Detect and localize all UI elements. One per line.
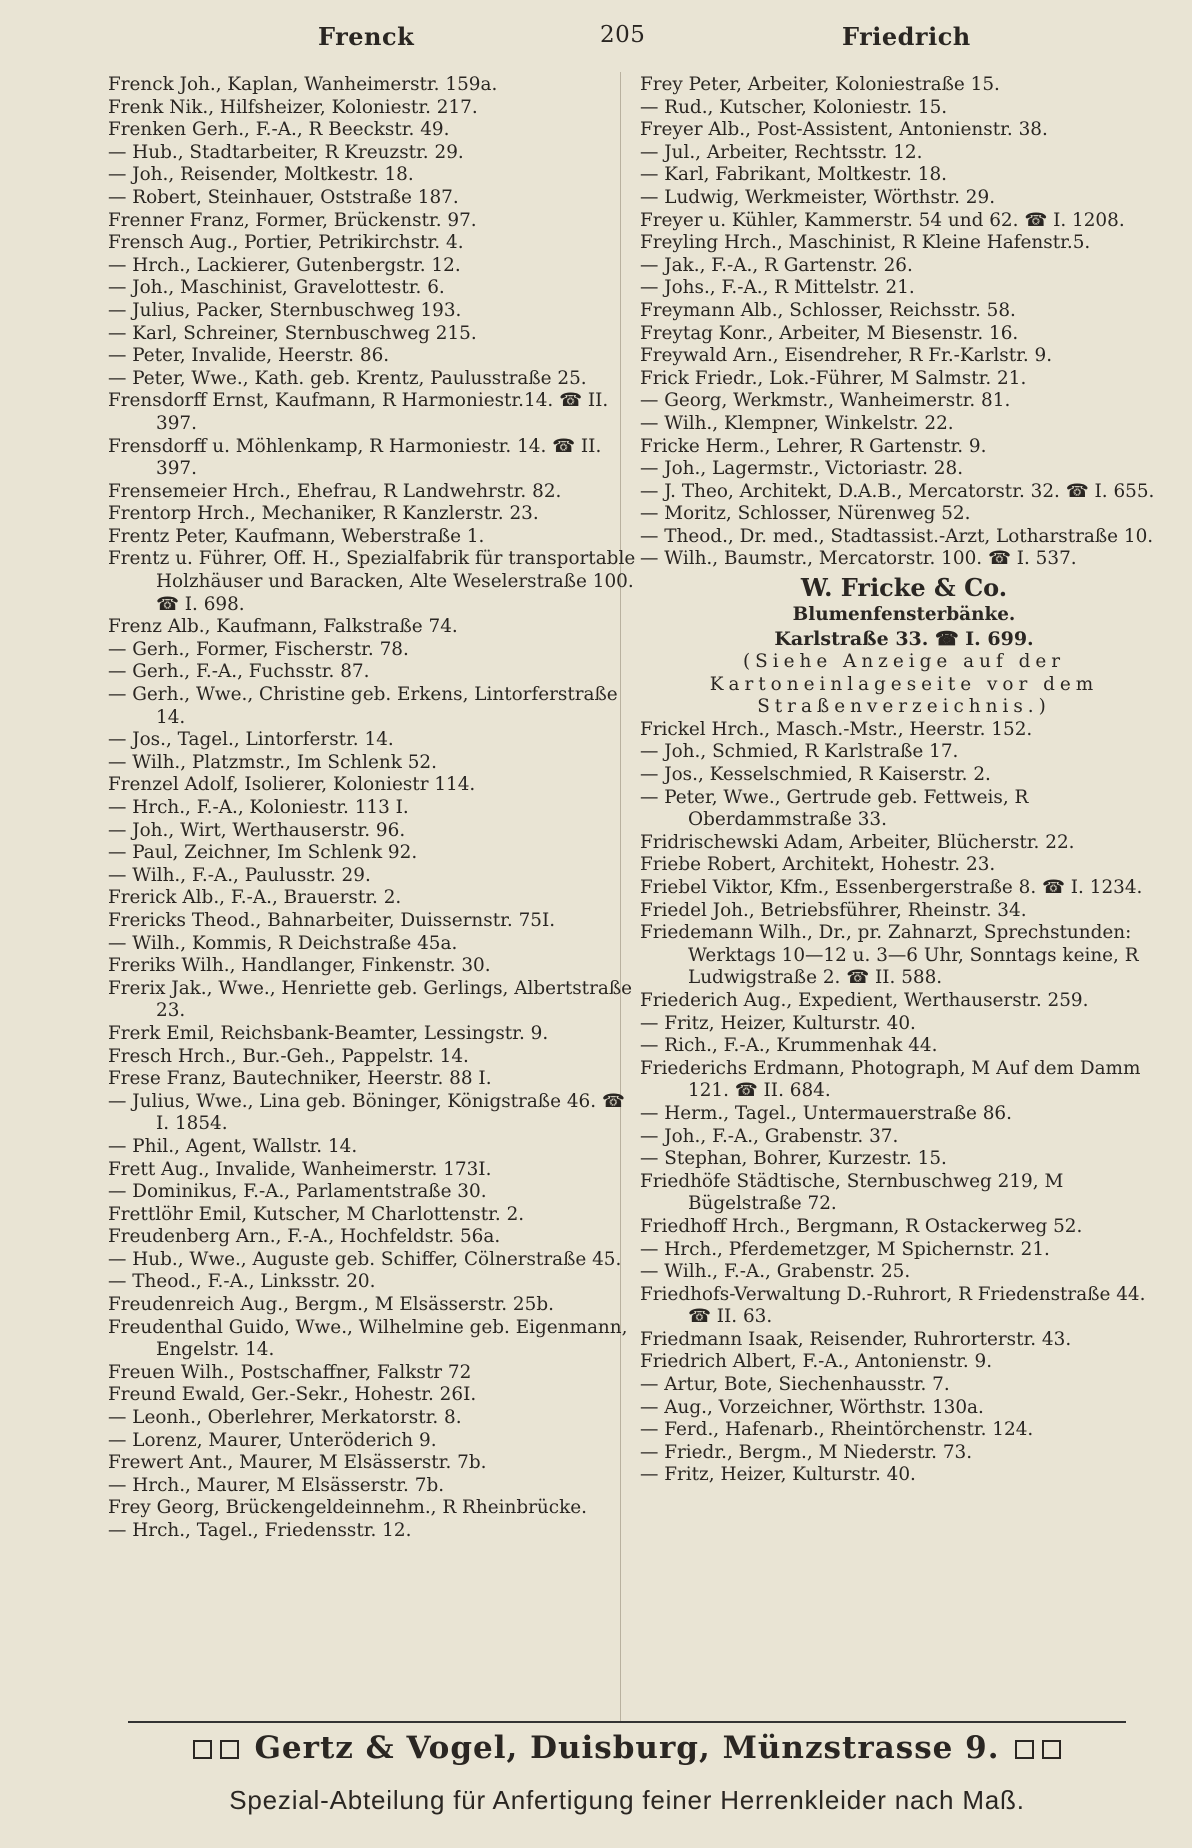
directory-entry: — Joh., F.-A., Grabenstr. 37. (640, 1125, 899, 1147)
firm-address: Karlstraße 33. ☎ I. 699. (774, 628, 1034, 651)
right-entries-bottom (640, 719, 1168, 1487)
directory-entry: — Ferd., Hafenarb., Rheintörchenstr. 124. (640, 1419, 1034, 1441)
directory-entry: — Stephan, Bohrer, Kurzestr. 15. (640, 1148, 947, 1170)
directory-entry: — Peter, Invalide, Heerstr. 86. (108, 345, 390, 367)
directory-entry: Frenken Gerh., F.-A., R Beeckstr. 49. (108, 119, 450, 141)
directory-entry: — Gerh., Former, Fischerstr. 78. (108, 638, 409, 660)
directory-entry: — Jos., Kesselschmied, R Kaiserstr. 2. (640, 764, 991, 786)
directory-entry: — Peter, Wwe., Kath. geb. Krentz, Paulusstraße 25. (108, 367, 587, 389)
directory-entry: — Robert, Steinhauer, Oststraße 187. (108, 186, 459, 208)
directory-entry: Freriks Wilh., Handlanger, Finkenstr. 30. (108, 955, 491, 977)
directory-entry: — Theod., F.-A., Linksstr. 20. (108, 1271, 376, 1293)
directory-entry: — Wilh., Baumstr., Mercatorstr. 100. ☎ I. 537. (640, 548, 1077, 570)
directory-entry: Frenz Alb., Kaufmann, Falkstraße 74. (108, 616, 458, 638)
advertisement-line1: Gertz & Vogel, Duisburg, Münzstrasse 9. (254, 1730, 1000, 1766)
directory-entry: Freymann Alb., Schlosser, Reichsstr. 58. (640, 299, 1016, 321)
directory-entry: Frensdorff u. Möhlenkamp, R Harmoniestr. 14. ☎ II. 397. (108, 435, 602, 480)
directory-entry: Freudenberg Arn., F.-A., Hochfeldstr. 56a. (108, 1226, 501, 1248)
directory-entry: — Hrch., Lackierer, Gutenbergstr. 12. (108, 254, 461, 276)
directory-entry: — Moritz, Schlosser, Nürenweg 52. (640, 503, 971, 525)
directory-entry: — Joh., Maschinist, Gravelottestr. 6. (108, 277, 445, 299)
directory-entry: Frenzel Adolf, Isolierer, Koloniestr 114. (108, 774, 476, 796)
directory-entry: — Leonh., Oberlehrer, Merkatorstr. 8. (108, 1407, 462, 1429)
directory-entry: Frenk Nik., Hilfsheizer, Koloniestr. 217. (108, 96, 478, 118)
directory-entry: — Karl, Schreiner, Sternbuschweg 215. (108, 322, 477, 344)
directory-entry: Freywald Arn., Eisendreher, R Fr.-Karlstr. 9. (640, 345, 1053, 367)
directory-entry: Frentz u. Führer, Off. H., Spezialfabrik für transportable Holzhäuser und Baracken, Alte Weselerstraße 100. ☎ I. 698. (108, 548, 636, 615)
directory-entry: Frick Friedr., Lok.-Führer, M Salmstr. 21. (640, 367, 1027, 389)
directory-entry: Friederich Aug., Expedient, Werthauserstr. 259. (640, 989, 1089, 1011)
directory-entry: Friedhofs-Verwaltung D.-Ruhrort, R Friedenstraße 44. ☎ II. 63. (640, 1283, 1146, 1328)
directory-entry: Frerix Jak., Wwe., Henriette geb. Gerlings, Albertstraße 23. (108, 977, 632, 1022)
directory-entry: Friedmann Isaak, Reisender, Ruhrorterstr. 43. (640, 1328, 1072, 1350)
directory-entry: — Theod., Dr. med., Stadtassist.-Arzt, Lotharstraße 10. (640, 525, 1154, 547)
directory-entry: — Jos., Tagel., Lintorferstr. 14. (108, 729, 394, 751)
directory-entry: Frentorp Hrch., Mechaniker, R Kanzlerstr. 23. (108, 503, 539, 525)
header-left-keyword: Frenck (318, 22, 415, 51)
directory-entry: — Wilh., F.-A., Paulusstr. 29. (108, 864, 371, 886)
directory-entry: Freytag Konr., Arbeiter, M Biesenstr. 16. (640, 322, 1019, 344)
directory-entry: — Artur, Bote, Siechenhausstr. 7. (640, 1374, 950, 1396)
directory-entry: Freund Ewald, Ger.-Sekr., Hohestr. 26I. (108, 1384, 477, 1406)
directory-entry: — Wilh., Platzmstr., Im Schlenk 52. (108, 751, 437, 773)
left-column (108, 74, 636, 1543)
directory-entry: — Friedr., Bergm., M Niederstr. 73. (640, 1441, 973, 1463)
directory-entry: Fricke Herm., Lehrer, R Gartenstr. 9. (640, 435, 987, 457)
firm-title: W. Fricke & Co. (800, 573, 1008, 603)
directory-entry: — Joh., Schmied, R Karlstraße 17. (640, 741, 959, 763)
directory-entry: — Ludwig, Werkmeister, Wörthstr. 29. (640, 186, 996, 208)
right-entries-top (640, 74, 1168, 571)
directory-entry: — Joh., Wirt, Werthauserstr. 96. (108, 819, 406, 841)
directory-entry: Friedhoff Hrch., Bergmann, R Ostackerweg 52. (640, 1215, 1083, 1237)
directory-entry: Freyer Alb., Post-Assistent, Antonienstr. 38. (640, 119, 1048, 141)
directory-entry: Frentz Peter, Kaufmann, Weberstraße 1. (108, 525, 485, 547)
firm-note: (Siehe Anzeige auf der Kartoneinlageseite vor dem Straßenverzeichnis.) (709, 651, 1099, 718)
directory-entry: Friebel Viktor, Kfm., Essenbergerstraße 8. ☎ I. 1234. (640, 877, 1143, 898)
directory-entry: — Julius, Wwe., Lina geb. Böninger, Königstraße 46. ☎ I. 1854. (108, 1090, 625, 1135)
directory-entry: — Rud., Kutscher, Koloniestr. 15. (640, 96, 948, 118)
directory-entry: Friedrich Albert, F.-A., Antonienstr. 9. (640, 1351, 993, 1373)
directory-entry: — Gerh., F.-A., Fuchsstr. 87. (108, 661, 370, 683)
directory-entry: Frensemeier Hrch., Ehefrau, R Landwehrstr. 82. (108, 480, 562, 502)
directory-entry: Frensdorff Ernst, Kaufmann, R Harmoniestr.14. ☎ II. 397. (108, 390, 609, 434)
directory-entry: — Fritz, Heizer, Kulturstr. 40. (640, 1012, 916, 1034)
directory-entry: — J. Theo, Architekt, D.A.B., Mercatorstr. 32. ☎ I. 655. (640, 480, 1155, 502)
square-ornament-icon (1015, 1740, 1034, 1759)
directory-entry: — Julius, Packer, Sternbuschweg 193. (108, 299, 462, 321)
directory-entry: — Georg, Werkmstr., Wanheimerstr. 81. (640, 390, 1011, 412)
square-ornament-icon (1042, 1740, 1061, 1759)
directory-entry: — Aug., Vorzeichner, Wörthstr. 130a. (640, 1396, 984, 1418)
directory-entry: Frenner Franz, Former, Brückenstr. 97. (108, 209, 477, 231)
right-column (640, 74, 1168, 1487)
directory-entry: Frey Georg, Brückengeldeinnehm., R Rheinbrücke. (108, 1497, 587, 1519)
directory-entry: Frenck Joh., Kaplan, Wanheimerstr. 159a. (108, 74, 498, 95)
directory-entry: — Hub., Stadtarbeiter, R Kreuzstr. 29. (108, 141, 464, 163)
directory-entry: — Joh., Reisender, Moltkestr. 18. (108, 164, 414, 186)
directory-entry: — Johs., F.-A., R Mittelstr. 21. (640, 277, 915, 299)
directory-entry: Friederichs Erdmann, Photograph, M Auf dem Damm 121. ☎ II. 684. (640, 1057, 1141, 1102)
directory-entry: — Hrch., Tagel., Friedensstr. 12. (108, 1520, 412, 1541)
advertisement-headline (128, 1730, 1126, 1766)
firm-advert-block (640, 573, 1168, 719)
directory-entry: Frensch Aug., Portier, Petrikirchstr. 4. (108, 232, 464, 254)
directory-entry: — Dominikus, F.-A., Parlamentstraße 30. (108, 1181, 487, 1203)
directory-entry: — Fritz, Heizer, Kulturstr. 40. (640, 1464, 916, 1486)
directory-entry: Friedel Joh., Betriebsführer, Rheinstr. 34. (640, 899, 1027, 921)
directory-entry: — Hrch., F.-A., Koloniestr. 113 I. (108, 797, 409, 818)
directory-entry: Frett Aug., Invalide, Wanheimerstr. 173I. (108, 1158, 492, 1180)
directory-entry: Friebe Robert, Architekt, Hohestr. 23. (640, 854, 996, 876)
directory-entry: Frewert Ant., Maurer, M Elsässerstr. 7b. (108, 1452, 487, 1474)
firm-subtitle: Blumenfensterbänke. (792, 604, 1016, 626)
directory-entry: — Gerh., Wwe., Christine geb. Erkens, Lintorferstraße 14. (108, 684, 618, 728)
directory-entry: — Wilh., F.-A., Grabenstr. 25. (640, 1261, 911, 1283)
directory-entry: Freyling Hrch., Maschinist, R Kleine Hafenstr.5. (640, 232, 1091, 254)
advertisement-line2: Spezial-Abteilung für Anfertigung feiner Herrenkleider nach Maß. (229, 1785, 1025, 1815)
directory-entry: — Herm., Tagel., Untermauerstraße 86. (640, 1102, 1012, 1124)
directory-entry: Frey Peter, Arbeiter, Koloniestraße 15. (640, 74, 1000, 95)
directory-entry: Freyer u. Kühler, Kammerstr. 54 und 62. ☎ I. 1208. (640, 209, 1125, 231)
directory-entry: Fresch Hrch., Bur.-Geh., Pappelstr. 14. (108, 1045, 469, 1067)
directory-entry: — Wilh., Kommis, R Deichstraße 45a. (108, 932, 458, 954)
directory-entry: — Rich., F.-A., Krummenhak 44. (640, 1035, 938, 1057)
directory-entry: — Joh., Lagermstr., Victoriastr. 28. (640, 458, 964, 480)
page-number: 205 (600, 22, 646, 48)
directory-entry: — Jul., Arbeiter, Rechtsstr. 12. (640, 141, 923, 163)
directory-entry: Frericks Theod., Bahnarbeiter, Duissernstr. 75I. (108, 909, 556, 931)
directory-entry: — Lorenz, Maurer, Unteröderich 9. (108, 1429, 437, 1451)
directory-entry: Freudenthal Guido, Wwe., Wilhelmine geb. Eigenmann, Engelstr. 14. (108, 1316, 628, 1361)
directory-entry: — Peter, Wwe., Gertrude geb. Fettweis, R Oberdammstraße 33. (640, 786, 1029, 831)
directory-entry: Friedemann Wilh., Dr., pr. Zahnarzt, Sprechstunden: Werktags 10—12 u. 3—6 Uhr, Sonntags keine, R Ludwigstraße 2. ☎ II. 588. (640, 922, 1139, 989)
directory-entry: — Jak., F.-A., R Gartenstr. 26. (640, 254, 913, 276)
directory-entry: — Hrch., Maurer, M Elsässerstr. 7b. (108, 1474, 445, 1496)
directory-entry: — Hub., Wwe., Auguste geb. Schiffer, Cölnerstraße 45. (108, 1248, 622, 1270)
directory-entry: — Phil., Agent, Wallstr. 14. (108, 1135, 358, 1157)
directory-entry: Frerick Alb., F.-A., Brauerstr. 2. (108, 887, 402, 909)
directory-entry: Frerk Emil, Reichsbank-Beamter, Lessingstr. 9. (108, 1022, 549, 1044)
directory-entry: Fridrischewski Adam, Arbeiter, Blücherstr. 22. (640, 831, 1075, 853)
directory-entry: Freudenreich Aug., Bergm., M Elsässerstr. 25b. (108, 1294, 554, 1316)
directory-entry: Frese Franz, Bautechniker, Heerstr. 88 I. (108, 1068, 492, 1090)
directory-entry: Friedhöfe Städtische, Sternbuschweg 219, M Bügelstraße 72. (640, 1170, 1064, 1215)
directory-entry: — Paul, Zeichner, Im Schlenk 92. (108, 842, 418, 864)
header-right-keyword: Friedrich (842, 22, 971, 51)
directory-entry: Frickel Hrch., Masch.-Mstr., Heerstr. 152. (640, 718, 1033, 740)
directory-entry: Freuen Wilh., Postschaffner, Falkstr 72 (108, 1361, 472, 1383)
directory-entry: Frettlöhr Emil, Kutscher, M Charlottenstr. 2. (108, 1203, 525, 1225)
directory-entry: — Karl, Fabrikant, Moltkestr. 18. (640, 164, 947, 186)
advert-rule (128, 1721, 1126, 1723)
square-ornament-icon (220, 1740, 239, 1759)
directory-entry: — Wilh., Klempner, Winkelstr. 22. (640, 412, 954, 434)
square-ornament-icon (193, 1740, 212, 1759)
directory-entry: — Hrch., Pferdemetzger, M Spichernstr. 21. (640, 1238, 1050, 1260)
